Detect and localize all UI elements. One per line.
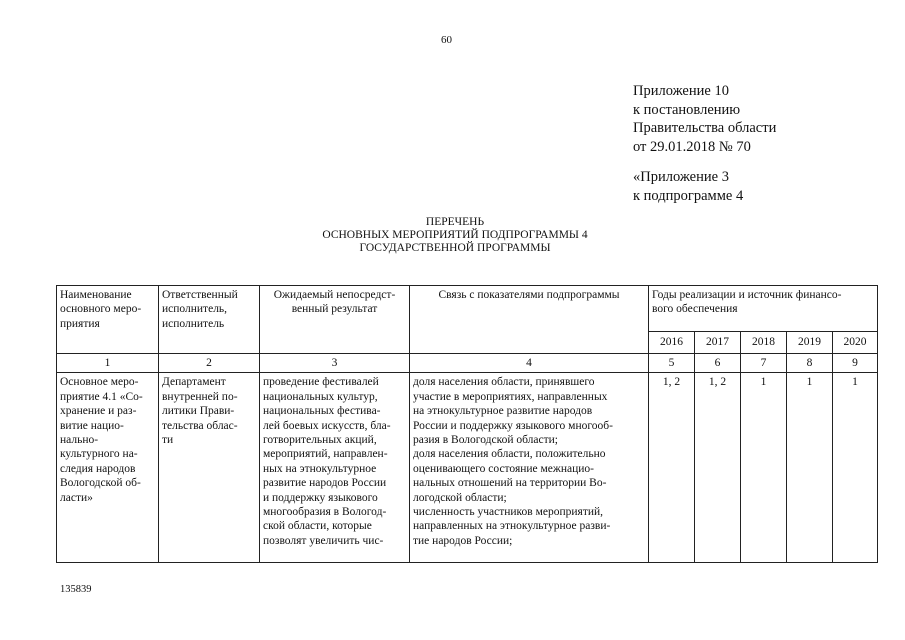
column-number: 7 <box>741 354 787 373</box>
column-number: 2 <box>159 354 260 373</box>
column-number: 5 <box>649 354 695 373</box>
year-2019-value: 1 <box>787 373 833 563</box>
column-number: 6 <box>695 354 741 373</box>
measures-table <box>56 285 878 563</box>
appendix-sub-line: к подпрограмме 4 <box>633 187 744 204</box>
appendix-line: к постановлению <box>633 101 741 118</box>
expected-result-cell: проведение фестивалей национальных культур, национальных фестива- лей боевых искусств, бла- готворительных акций, мероприятий, направлен- ных на этнокультурное развитие народов России и поддержку языкового многообразия в Вологод- ской области, которые позволят увеличить чис- <box>260 373 410 563</box>
year-cell: 2019 <box>787 332 833 354</box>
year-cell: 2018 <box>741 332 787 354</box>
appendix-block <box>633 82 776 205</box>
appendix-line: от 29.01.2018 № 70 <box>633 138 751 155</box>
column-number: 3 <box>260 354 410 373</box>
year-2020-value: 1 <box>833 373 878 563</box>
year-cell: 2020 <box>833 332 878 354</box>
title-line: ПЕРЕЧЕНЬ <box>425 216 485 228</box>
page-number: 60 <box>441 34 452 46</box>
column-number: 8 <box>787 354 833 373</box>
year-2018-value: 1 <box>741 373 787 563</box>
header-col1: Наименование основного меро- приятия <box>57 286 159 354</box>
column-number: 1 <box>57 354 159 373</box>
header-col3: Ожидаемый непосредст- венный результат <box>260 286 410 354</box>
footer-code: 135839 <box>60 584 92 595</box>
table-row <box>57 373 878 563</box>
header-col4: Связь с показателями подпрограммы <box>410 286 649 354</box>
appendix-sub-line: «Приложение 3 <box>633 169 729 185</box>
column-number: 4 <box>410 354 649 373</box>
year-cell: 2016 <box>649 332 695 354</box>
document-title <box>270 216 640 255</box>
header-col2: Ответственный исполнитель, исполнитель <box>159 286 260 354</box>
column-number: 9 <box>833 354 878 373</box>
appendix-line: Приложение 10 <box>633 83 729 99</box>
appendix-line: Правительства области <box>633 120 777 136</box>
year-cell: 2017 <box>695 332 741 354</box>
measure-name-cell: Основное меро- приятие 4.1 «Со- хранение и раз- витие нацио- нально- культурного на- следия народов Вологодской об- ласти» <box>57 373 159 563</box>
indicators-cell: доля населения области, принявшего участие в мероприятиях, направленных на этнокультурное развитие народов России и поддержку языкового многооб- разия в Вологодской области; доля населения области, положительно оценивающего состояние межнацио- нальных отношений на территории Во- логодской области; численность участников мероприятий, направленных на этнокультурное разви- тие народов России; <box>410 373 649 563</box>
header-col5: Годы реализации и источник финансо- вого обеспечения <box>649 286 878 332</box>
executor-cell: Департамент внутренней по- литики Прави- тельства облас- ти <box>159 373 260 563</box>
year-2017-value: 1, 2 <box>695 373 741 563</box>
title-line: ОСНОВНЫХ МЕРОПРИЯТИЙ ПОДПРОГРАММЫ 4 <box>322 229 588 241</box>
title-line: ГОСУДАРСТВЕННОЙ ПРОГРАММЫ <box>359 242 551 254</box>
year-2016-value: 1, 2 <box>649 373 695 563</box>
